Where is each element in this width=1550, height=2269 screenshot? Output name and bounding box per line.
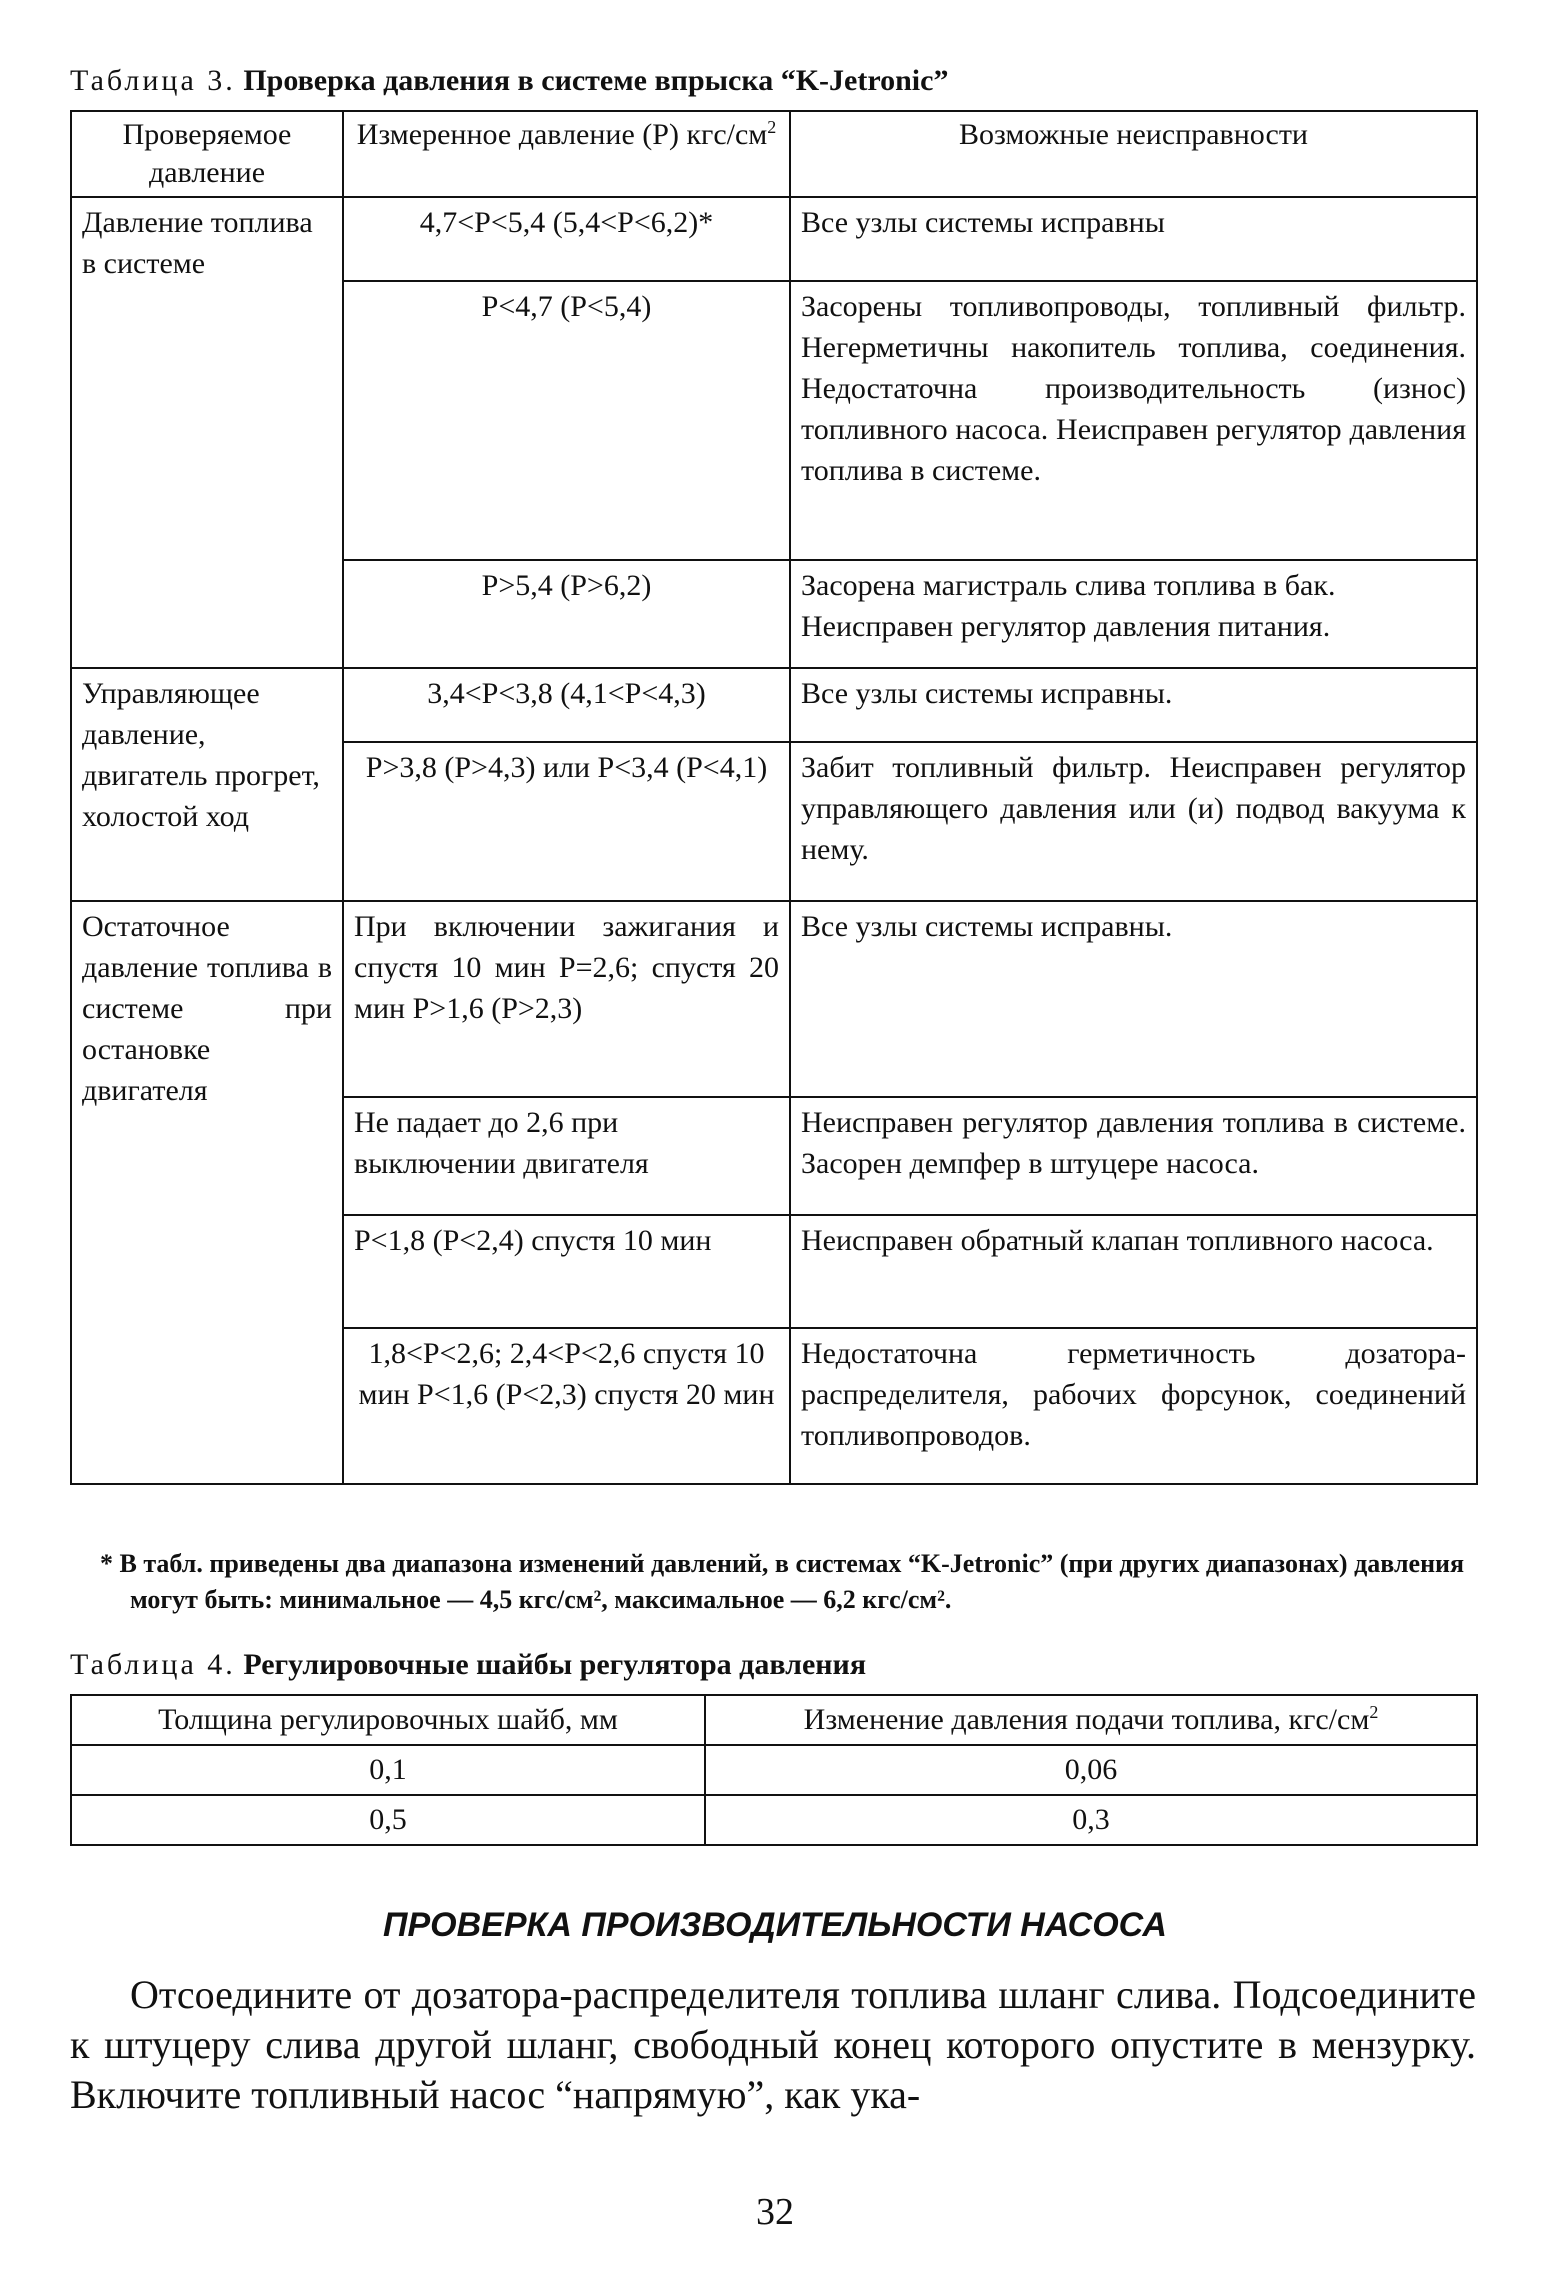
header-checked-pressure: Проверяемое давление	[71, 111, 343, 197]
faults-cell: Недостаточна герметичность дозатора-распределителя, рабочих форсунок, соединений топливопроводов.	[790, 1328, 1477, 1484]
section-heading: ПРОВЕРКА ПРОИЗВОДИТЕЛЬНОСТИ НАСОСА	[383, 1906, 1167, 1944]
table4-label: Таблица 4.	[70, 1648, 236, 1681]
faults-cell: Забит топливный фильтр. Неисправен регулятор управляющего давления или (и) подвод вакуума к нему.	[790, 742, 1477, 901]
page-number: 32	[756, 2191, 794, 2233]
group-name-cell: Остаточное давление топлива в системе при остановке двигателя	[71, 901, 343, 1484]
table-row	[71, 1795, 1477, 1845]
measured-cell: 3,4<Р<3,8 (4,1<Р<4,3)	[343, 668, 790, 742]
table3-caption	[70, 64, 948, 98]
shim-thickness-cell: 0,1	[71, 1745, 705, 1795]
table-row	[71, 901, 1477, 1097]
table4-title: Регулировочные шайбы регулятора давления	[243, 1648, 867, 1681]
shims-table	[70, 1694, 1478, 1846]
shim-thickness-cell: 0,5	[71, 1795, 705, 1845]
body-paragraph: Отсоедините от дозатора-распределителя топлива шланг слива. Подсоедините к штуцеру слива другой шланг, свободный конец которого опустите в мензурку. Включите топливный насос “напрямую”, как ука-	[70, 1972, 1476, 2117]
measured-cell: Не падает до 2,6 при выключении двигателя	[343, 1097, 790, 1215]
measured-cell: Р>5,4 (Р>6,2)	[343, 560, 790, 668]
measured-cell: 4,7<Р<5,4 (5,4<Р<6,2)*	[343, 197, 790, 281]
faults-cell: Все узлы системы исправны	[790, 197, 1477, 281]
measured-cell: 1,8<Р<2,6; 2,4<Р<2,6 спустя 10 мин Р<1,6 (Р<2,3) спустя 20 мин	[343, 1328, 790, 1484]
table-row	[71, 1745, 1477, 1795]
measured-cell: Р<4,7 (Р<5,4)	[343, 281, 790, 560]
measured-cell: Р>3,8 (Р>4,3) или Р<3,4 (Р<4,1)	[343, 742, 790, 901]
group-name-cell: Давление топлива в системе	[71, 197, 343, 668]
group-name-cell: Управляющее давление, двигатель прогрет, холостой ход	[71, 668, 343, 901]
faults-cell: Неисправен обратный клапан топливного насоса.	[790, 1215, 1477, 1328]
table3-footnote: * В табл. приведены два диапазона изменений давлений, в системах “K-Jetronic” (при других диапазонах) давления могут быть: минимальное — 4,5 кгс/см², максимальное — 6,2 кгс/см².	[100, 1549, 1465, 1614]
measured-cell: Р<1,8 (Р<2,4) спустя 10 мин	[343, 1215, 790, 1328]
pressure-change-cell: 0,06	[705, 1745, 1477, 1795]
table3-label: Таблица 3.	[70, 64, 236, 97]
table4-caption	[70, 1648, 866, 1682]
faults-cell: Засорена магистраль слива топлива в бак. Неисправен регулятор давления питания.	[790, 560, 1477, 668]
faults-cell: Все узлы системы исправны.	[790, 901, 1477, 1097]
header-pressure-change: Изменение давления подачи топлива, кгс/$см^2$	[705, 1695, 1477, 1745]
faults-cell: Все узлы системы исправны.	[790, 668, 1477, 742]
header-measured-pressure: Измеренное давление (Р) кгс/$см^2$	[343, 111, 790, 197]
table3-title: Проверка давления в системе впрыска “K-Jetronic”	[243, 64, 949, 97]
table-row	[71, 197, 1477, 281]
faults-cell: Неисправен регулятор давления топлива в системе. Засорен демпфер в штуцере насоса.	[790, 1097, 1477, 1215]
header-possible-faults: Возможные неисправности	[790, 111, 1477, 197]
pressure-check-table	[70, 110, 1478, 1485]
table-header-row	[71, 111, 1477, 197]
table-row	[71, 668, 1477, 742]
faults-cell: Засорены топливопроводы, топливный фильтр. Негерметичны накопитель топлива, соединения. Недостаточна производительность (износ) топливного насоса. Неисправен регулятор давления топлива в системе.	[790, 281, 1477, 560]
header-shim-thickness: Толщина регулировочных шайб, мм	[71, 1695, 705, 1745]
measured-cell: При включении зажигания и спустя 10 мин Р=2,6; спустя 20 мин Р>1,6 (Р>2,3)	[343, 901, 790, 1097]
pressure-change-cell: 0,3	[705, 1795, 1477, 1845]
table-header-row	[71, 1695, 1477, 1745]
